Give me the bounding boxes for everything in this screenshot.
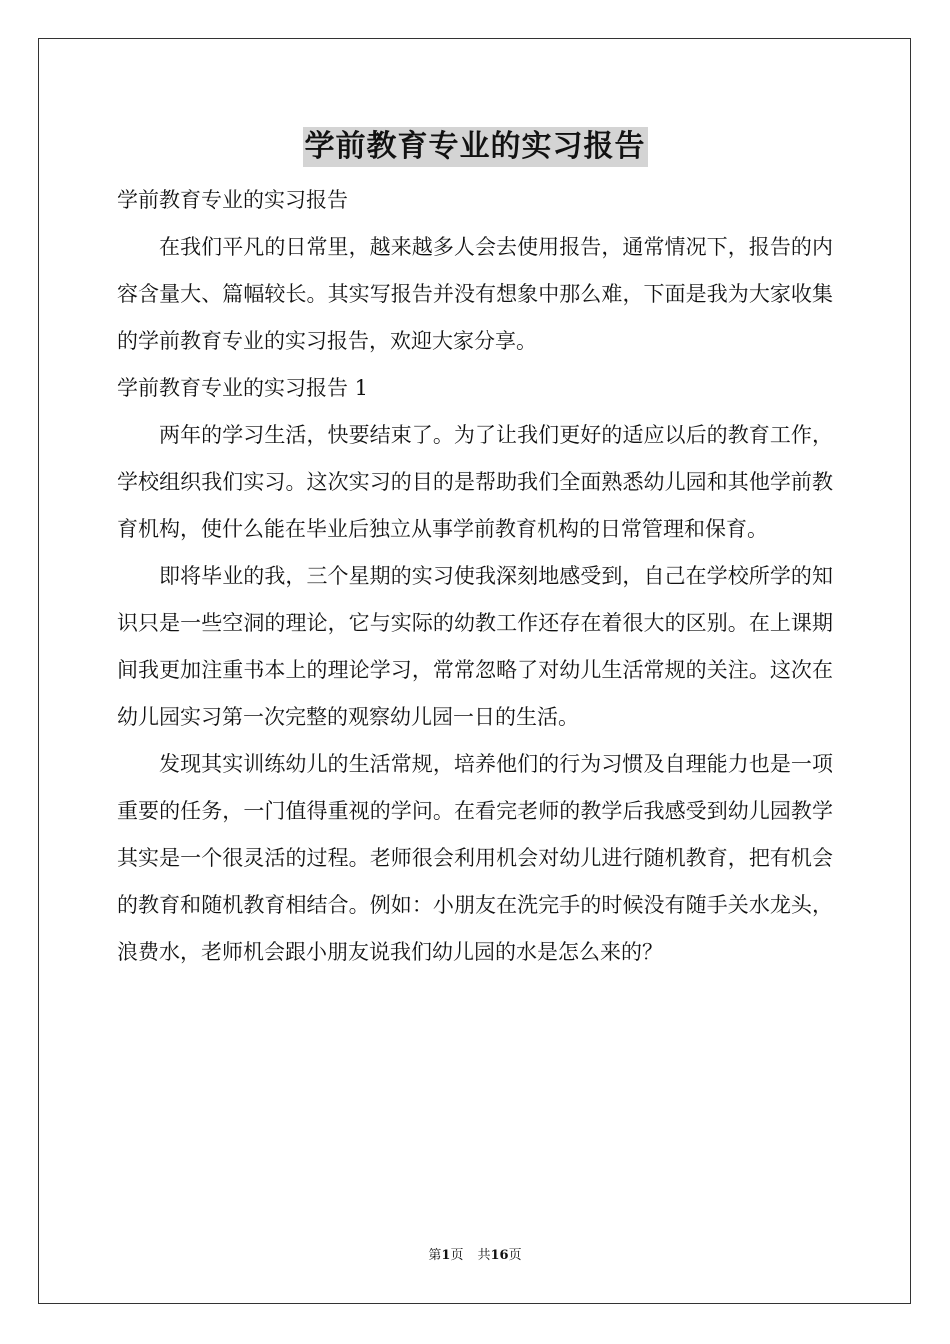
total-label-suffix: 页: [508, 1248, 522, 1263]
page-footer: [0, 1246, 950, 1266]
page-number: 1: [441, 1248, 451, 1263]
body-paragraph: 发现其实训练幼儿的生活常规，培养他们的行为习惯及自理能力也是一项重要的任务，一门值得重视的学问。在看完老师的教学后我感受到幼儿园教学其实是一个很灵活的过程。老师很会利用机会对幼儿进行随机教育，把有机会的教育和随机教育相结合。例如：小朋友在洗完手的时候没有随手关水龙头，浪费水，老师机会跟小朋友说我们幼儿园的水是怎么来的？: [117, 752, 833, 964]
document-body: [117, 177, 833, 976]
body-paragraph: 即将毕业的我，三个星期的实习使我深刻地感受到，自己在学校所学的知识只是一些空洞的理论，它与实际的幼教工作还存在着很大的区别。在上课期间我更加注重书本上的理论学习，常常忽略了对幼儿生活常规的关注。这次在幼儿园实习第一次完整的观察幼儿园一日的生活。: [117, 564, 833, 729]
intro-paragraph: 在我们平凡的日常里，越来越多人会去使用报告，通常情况下，报告的内容含量大、篇幅较长。其实写报告并没有想象中那么难，下面是我为大家收集的学前教育专业的实习报告，欢迎大家分享。: [117, 235, 833, 353]
document-subtitle: 学前教育专业的实习报告: [117, 188, 348, 212]
total-label-prefix: 共: [477, 1248, 491, 1263]
total-pages: 16: [490, 1248, 509, 1263]
page-label-prefix: 第: [428, 1248, 442, 1263]
title-container: [0, 127, 950, 167]
document-title: 学前教育专业的实习报告: [303, 127, 648, 167]
section-heading: 学前教育专业的实习报告 1: [117, 376, 369, 400]
body-paragraph: 两年的学习生活，快要结束了。为了让我们更好的适应以后的教育工作，学校组织我们实习。这次实习的目的是帮助我们全面熟悉幼儿园和其他学前教育机构，使什么能在毕业后独立从事学前教育机构的日常管理和保育。: [117, 423, 833, 541]
page-label-suffix: 页: [450, 1248, 464, 1263]
